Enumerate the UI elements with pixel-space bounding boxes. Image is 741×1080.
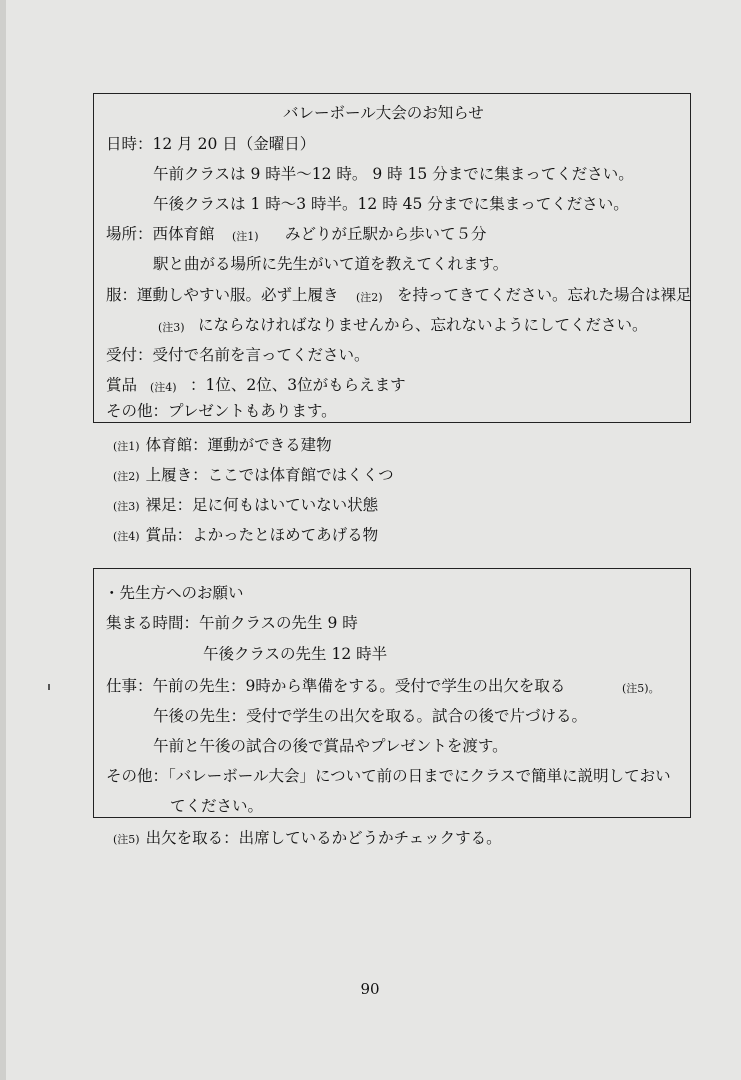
notice-prize-text: ：1位、2位、3位がもらえます (190, 376, 406, 394)
notice-clothes: 服：運動しやすい服。必ず上履き (106, 286, 339, 304)
request-title: ・先生方へのお願い (104, 584, 244, 602)
note-ref-4: (注4) (150, 381, 177, 394)
notice-reception: 受付：受付で名前を言ってください。 (106, 346, 370, 364)
request-gathering-time: 集まる時間：午前クラスの先生 9 時 (106, 614, 358, 632)
note-ref-2: (注2) (356, 291, 383, 304)
request-other: その他：「バレーボール大会」について前の日までにクラスで簡単に説明しておい (106, 767, 671, 785)
note-ref-1: (注1) (232, 230, 259, 243)
request-other-cont: てください。 (170, 797, 264, 815)
page-edge (0, 0, 6, 1080)
footnote-3: (注3) 裸足：足に何もはいていない状態 (113, 496, 379, 514)
request-work-afternoon: 午後の先生：受付で学生の出欠を取る。試合の後で片づける。 (153, 707, 588, 725)
footnote-1: (注1) 体育館：運動ができる建物 (113, 436, 332, 454)
notice-place-guide: 駅と曲がる場所に先生がいて道を教えてくれます。 (153, 255, 509, 273)
request-prize-handover: 午前と午後の試合の後で賞品やプレゼントを渡す。 (153, 737, 508, 755)
notice-place: 場所：西体育館 (106, 225, 215, 243)
notice-clothes-cont: を持ってきてください。忘れた場合は裸足 (397, 286, 692, 304)
notice-morning-class: 午前クラスは 9 時半〜12 時。 9 時 15 分までに集まってください。 (153, 165, 634, 183)
notice-date: 日時：12 月 20 日（金曜日） (106, 135, 316, 153)
page-number: 90 (360, 980, 380, 998)
footnote-2: (注2) 上履き：ここでは体育館ではくくつ (113, 466, 394, 484)
footnote-4: (注4) 賞品：よかったとほめてあげる物 (113, 526, 379, 544)
scan-mark (48, 684, 50, 690)
notice-other: その他：プレゼントもあります。 (106, 402, 337, 420)
request-work-morning: 仕事：午前の先生：9時から準備をする。受付で学生の出欠を取る (106, 677, 566, 695)
notice-clothes-warning: にならなければなりませんから、忘れないようにしてください。 (198, 316, 648, 334)
footnote-5: (注5) 出欠を取る：出席しているかどうかチェックする。 (113, 829, 502, 847)
request-afternoon-time: 午後クラスの先生 12 時半 (203, 645, 388, 663)
notice-prize-label: 賞品 (106, 376, 138, 394)
notice-place-access: みどりが丘駅から歩いて５分 (285, 225, 487, 243)
note-ref-3: (注3) (158, 321, 185, 334)
notice-afternoon-class: 午後クラスは 1 時〜3 時半。12 時 45 分までに集まってください。 (153, 195, 629, 213)
notice-title: バレーボール大会のお知らせ (283, 104, 484, 122)
note-ref-5: (注5)。 (622, 682, 660, 695)
